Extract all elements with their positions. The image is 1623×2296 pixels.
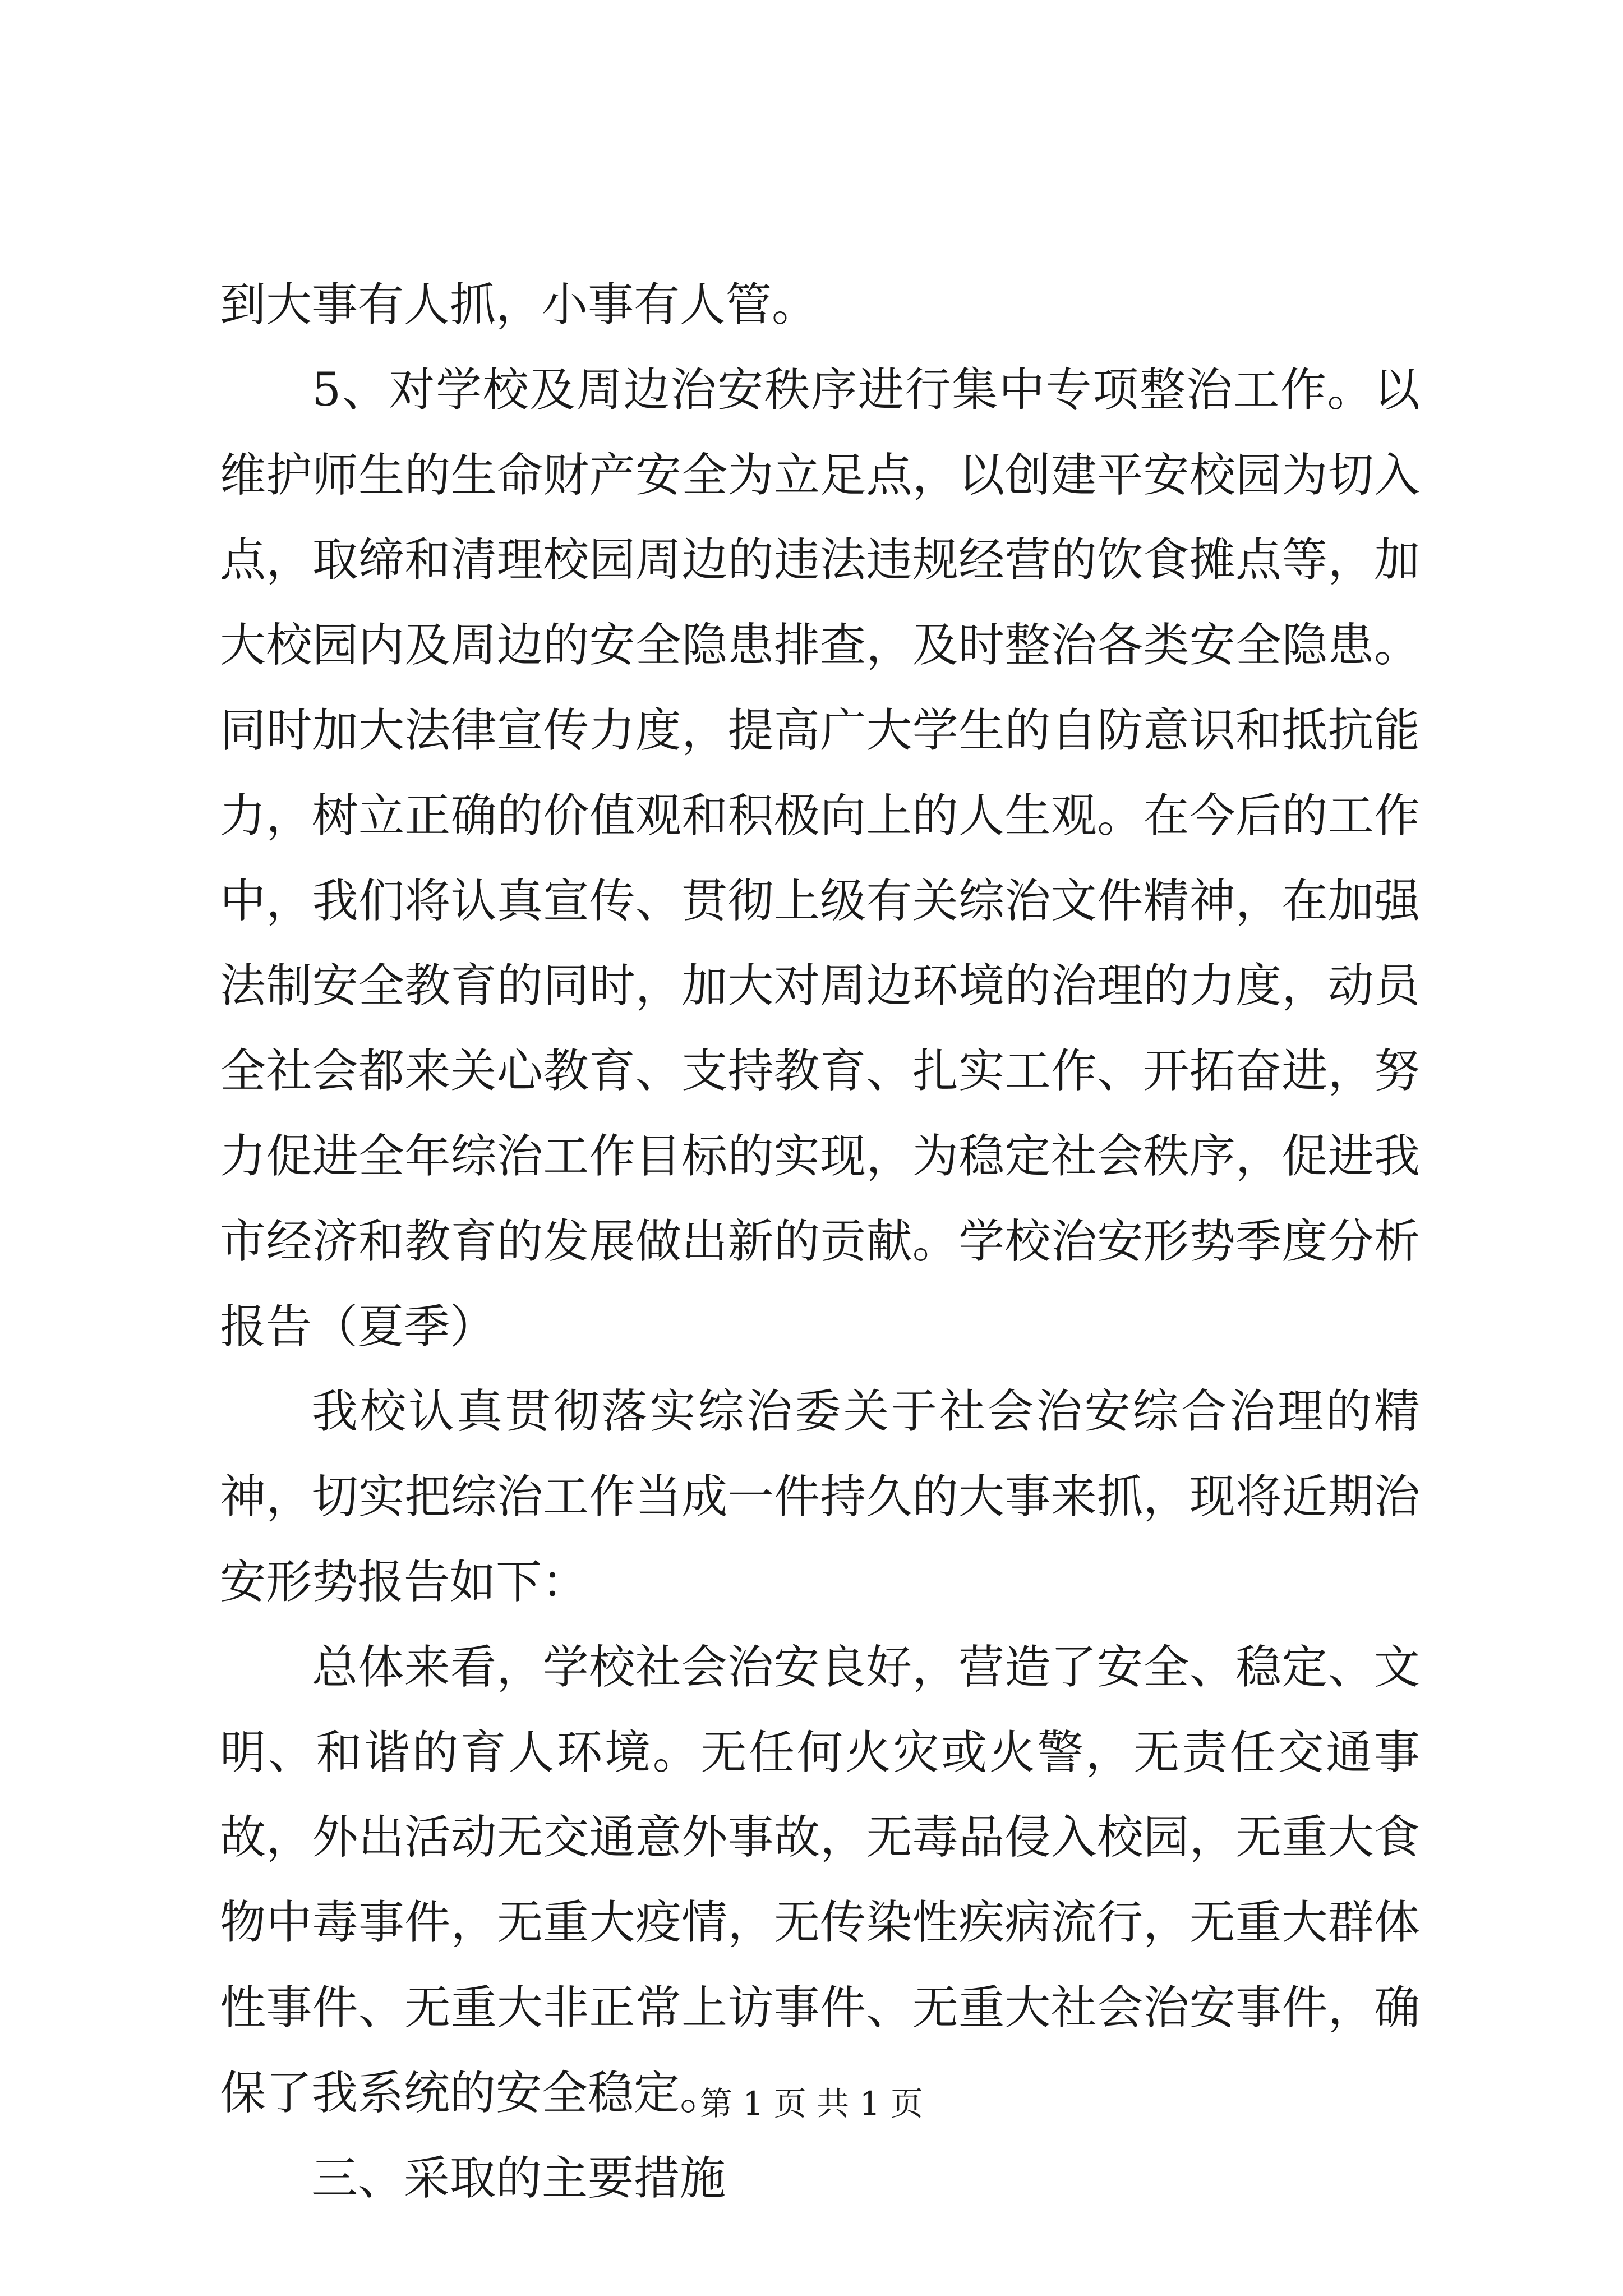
section-heading-measures: 三、采取的主要措施 xyxy=(312,2151,726,2205)
page-footer: 第 1 页 共 1 页 xyxy=(700,2085,923,2123)
document-body xyxy=(220,263,1420,2221)
paragraph-item-5: 5、对学校及周边治安秩序进行集中专项整治工作。以维护师生的生命财产安全为立足点，以创建平安校园为切入点，取缔和清理校园周边的违法违规经营的饮食摊点等，加大校园内及周边的安全隐患排查，及时整治各类安全隐患。同时加大法律宣传力度，提高广大学生的自防意识和抵抗能力，树立正确的价值观和积极向上的人生观。在今后的工作中，我们将认真宣传、贯彻上级有关综治文件精神，在加强法制安全教育的同时，加大对周边环境的治理的力度，动员全社会都来关心教育、支持教育、扎实工作、开拓奋进，努力促进全年综治工作目标的实现，为稳定社会秩序，促进我市经济和教育的发展做出新的贡献。学校治安形势季度分析报告（夏季） xyxy=(220,363,1420,1354)
paragraph-overview: 总体来看，学校社会治安良好，营造了安全、稳定、文明、和谐的育人环境。无任何火灾或火警，无责任交通事故，外出活动无交通意外事故，无毒品侵入校园，无重大食物中毒事件，无重大疫情，无传染性疾病流行，无重大群体性事件、无重大非正常上访事件、无重大社会治安事件，确保了我系统的安全稳定。 xyxy=(220,1640,1420,2120)
paragraph-intro: 我校认真贯彻落实综治委关于社会治安综合治理的精神，切实把综治工作当成一件持久的大事来抓，现将近期治安形势报告如下： xyxy=(220,1385,1420,1609)
paragraph-continuation: 到大事有人抓，小事有人管。 xyxy=(220,278,818,332)
